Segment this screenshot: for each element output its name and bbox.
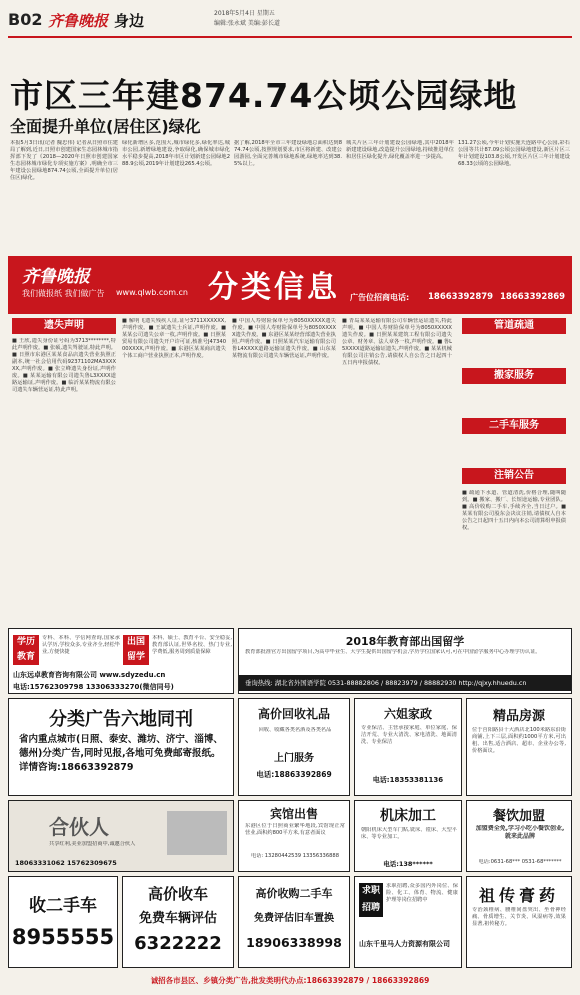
buy-car-phone: 6322222 bbox=[134, 933, 222, 954]
brand-logo: 齐鲁晚报 bbox=[48, 12, 109, 30]
hotel-phone: 电话: 13280442539 13356336888 bbox=[250, 853, 340, 859]
buy-car2-ad bbox=[238, 876, 350, 968]
buy-car2-phone: 18906338998 bbox=[246, 935, 342, 950]
page-number: B02 bbox=[8, 10, 43, 29]
partner-ad bbox=[8, 800, 234, 872]
study-left-text: 专科、本科、学信网查询,国家承认学历,学校众多,专业齐全,轻松毕业,方便快捷 bbox=[42, 635, 120, 655]
six-city-title: 分类广告六地同刊 bbox=[49, 709, 193, 730]
lost-notice-text: ■ 王欣,遗失身份证号码为3713********,特此声明作废。■ 张硕,遗失驾驶证,特此声明。■ 日照市东港区某某食品店遗失营业执照正副本,统一社会信用代码92371102MA3XXXXX,声明作废。■ 张立峰遗失身份证,声明作废。■ 某某运输有限公司遗失鲁L3XXXX道路运输证,声明作废。■ 临沂某某物流有限公司遗失车辆营运证,特此声明。 bbox=[12, 338, 116, 393]
food-text: 加盟费全免,学习小吃小餐饮创业,就来此品牌 bbox=[475, 825, 565, 840]
job-tag bbox=[359, 883, 383, 917]
masthead-rule bbox=[8, 36, 572, 38]
tcm-ad bbox=[466, 876, 572, 968]
used-car-ad bbox=[8, 876, 118, 968]
job-ad bbox=[354, 876, 462, 968]
hotel-text: 东港区位于日照商业繁华地段,宾馆现正常营业,面积约800平方米,有意者面议 bbox=[245, 823, 345, 836]
headline: 市区三年建874.74公顷公园绿地 bbox=[10, 76, 518, 115]
house-ad bbox=[466, 698, 572, 796]
abroad-phone: 垂询热线: 湖北省外国语学院 0531-88882806 / 88823979 / 88882930 bbox=[245, 679, 457, 687]
subheadline: 全面提升单位(居住区)绿化 bbox=[10, 117, 201, 136]
partner-phone: 18063331062 15762309675 bbox=[15, 859, 117, 867]
partner-text: 共享红利,美业加盟招商中,诚邀合伙人 bbox=[49, 841, 136, 847]
article-col-2: 绿化新增区多,范围大,城市绿化多,绿化率达,城市公园,新增绿地建设,争取绿化,确保城市绿化水平稳步提高,2018年市区计划新建公园绿地288.9公顷,2019年计划建设265.4公顷。 bbox=[122, 140, 230, 167]
article-col-1: 本报5月3日讯(记者 隗忠伟) 记者从日照市住建局了解到,近日,日照市创建国家生态园林城市指挥部下发了《2018—2020年日照市创建国家生态园林城市绿化专项实施方案》,明确全市三年建设公园绿地874.74公顷,全面提升单位(居住区)绿化。 bbox=[10, 140, 118, 181]
band-slogan: 我们做报纸 我们做广告 bbox=[22, 289, 105, 298]
housekeeping-phone: 电话:18353381136 bbox=[372, 776, 444, 784]
abroad-text: 教育部批准官方出国留学项目,为高中毕业生、大学生提供出国留学机会,学历学位国家认可,可在中国留学服务中心办理学历认证。 bbox=[245, 649, 541, 655]
lathe-title: 机床加工 bbox=[380, 808, 436, 824]
gift-recycle-phone: 电话:18863392869 bbox=[256, 770, 332, 779]
hotel-ad bbox=[238, 800, 350, 872]
lost-notice-title: 遗失声明 bbox=[12, 318, 116, 334]
study-phone: 电话:15762309798 13306333270(微信同号) bbox=[13, 683, 174, 691]
partner-brand: 合伙人 bbox=[49, 815, 109, 839]
tcm-text: 专治颈椎病、腰椎间盘突出、坐骨神经痛、骨质增生、关节炎、风湿病等,效果显著,祖传秘方。 bbox=[472, 907, 566, 927]
six-city-ad bbox=[8, 698, 234, 796]
buy-car2-title: 高价收购二手车 bbox=[255, 887, 333, 900]
study-org: 山东远卓教育咨询有限公司 bbox=[13, 671, 97, 679]
band-phone-1: 18663392879 bbox=[428, 292, 494, 302]
band-website: www.qlwb.com.cn bbox=[116, 288, 188, 297]
buy-car-subtitle: 免费车辆评估 bbox=[138, 911, 217, 926]
food-ad bbox=[466, 800, 572, 872]
buy-car2-subtitle: 免费评估旧车置换 bbox=[254, 913, 334, 924]
job-tag-2: 招聘 bbox=[361, 903, 380, 913]
lathe-phone: 电话:138****** bbox=[383, 860, 433, 868]
classified-band bbox=[8, 256, 572, 314]
abroad-web: http://qjxy.hhuedu.cn bbox=[458, 679, 527, 687]
band-phone-2: 18663392869 bbox=[500, 292, 566, 302]
article-col-4: 城关片区三年计划建设公园绿地,其中2018年新建建设绿地,改造提升公园绿地,持续推进单位和居住区绿化提升,绿化覆盖率进一步提高。 bbox=[346, 140, 454, 160]
lathe-text: 朝阳机床大型车门贴,铣床、镗床、大型平床、等专业加工。 bbox=[361, 827, 457, 840]
job-org: 山东千里马人力资源有限公司 bbox=[359, 940, 450, 948]
used-car-title: 收二手车 bbox=[29, 896, 97, 916]
gift-recycle-service: 上门服务 bbox=[274, 753, 314, 764]
study-ad bbox=[8, 628, 234, 694]
footer-line: 诚招各市县区、乡镇分类广告,批发类明代办点:18663392879 / 18663392869 bbox=[150, 976, 430, 985]
buy-car-title: 高价收车 bbox=[147, 885, 208, 903]
editors: 编辑:张永斌 美编:彭长道 bbox=[214, 20, 280, 27]
abroad-title: 2018年教育部出国留学 bbox=[345, 635, 465, 648]
six-city-text: 省内重点城市(日照、泰安、潍坊、济宁、淄博、德州)分类广告,同时见报,各地可免费邮寄报纸。详情咨询:18663392879 bbox=[19, 734, 223, 773]
band-hotline-label: 广告位招商电话: bbox=[350, 293, 410, 302]
house-title: 精品房源 bbox=[492, 709, 545, 724]
section-name: 身边 bbox=[114, 12, 145, 30]
band-title: 分类信息 bbox=[208, 270, 340, 305]
tcm-title: 祖传膏药 bbox=[478, 886, 559, 905]
service-pipe-title: 管道疏通 bbox=[462, 318, 566, 334]
notice-col-2: ■ 解明飞遗失残疾人证,证号3711XXXXXX,声明作废。■ 王斌遗失士兵证,声明作废。■ 某某公司遗失公章一枚,声明作废。■ 日照某贸易有限公司遗失开户许可证,核准号J4734000XXXX,声明作废。■ 东港区某某商店遗失个体工商户营业执照正本,声明作废。 bbox=[122, 318, 226, 359]
notice-col-3: ■ 中国人寿财险保单号为8050XXXXX遗失作废。■ 中国人寿财险保单号为8050XXXXX遗失作废。■ 东港区某某经营部遗失营业执照,声明作废。■ 日照某某汽车运输有限公司鲁L4XXXX道路运输证遗失作废。■ 山东某某物流有限公司遗失车辆营运证,声明作废。 bbox=[232, 318, 336, 359]
service-moving-title: 搬家服务 bbox=[462, 368, 566, 384]
study-web: www.sdyzedu.cn bbox=[99, 671, 166, 679]
study-right-text: 本科、硕士、教育平台、安全稳妥,教育部认证,世界名校、热门专业,学费低,服务周到质量保障 bbox=[152, 635, 232, 655]
gift-recycle-ad bbox=[238, 698, 350, 796]
food-phone: 电话:0631-68*** 0531-68******* bbox=[478, 859, 562, 865]
house-text: 位于莒阳路县十大酒店北100米路东沿街商铺,上下三层,面积约1000平方米,可出租、出售,适合酒店、超市、企业办公等,价格面议。 bbox=[472, 727, 566, 754]
study-right-tag-1: 出国 bbox=[126, 637, 145, 647]
gift-recycle-text: 回收、收藏各类名酒及各类名品 bbox=[258, 727, 332, 733]
article-col-5: 131.27公顷,今年计划实施天连路中心公园,彩石公园等共计87.09公顷公园绿地建设,新区片区三年计划建设103.8公顷,开发区片区三年计划建设68.33公顷的公园绿地。 bbox=[458, 140, 570, 167]
services-text: ■ 疏通下水道、管道清洗,价格合理,随叫随到。■ 搬家、搬厂、长短途运输,专业团队。■ 高价收购二手车,手续齐全,当日过户。■ 某某有限公司股东会决议注销,请债权人自本公告之日起四十五日内向本公司清算组申报债权。 bbox=[462, 490, 566, 531]
buy-car-ad bbox=[122, 876, 234, 968]
job-text: 求职招聘,众多国内外岗位、保险、化工、体育、物流、健康护理等岗位招聘中 bbox=[386, 883, 458, 903]
study-right-tag-2: 留学 bbox=[126, 652, 145, 662]
service-usedcar-title: 二手车服务 bbox=[462, 418, 566, 434]
masthead bbox=[8, 8, 572, 36]
band-brand: 齐鲁晚报 bbox=[22, 267, 90, 287]
job-tag-1: 求职 bbox=[361, 886, 380, 896]
abroad-ad bbox=[238, 628, 572, 694]
used-car-phone: 8955555 bbox=[11, 925, 115, 949]
notice-col-4: ■ 青岛某某运输有限公司车辆营运证遗失,特此声明。■ 中国人寿财险保单号为8050XXXXX遗失作废。■ 日照某某建筑工程有限公司遗失公章、财务章、法人章各一枚,声明作废。■ 鲁L5XXXX道路运输证遗失,声明作废。■ 某某机械有限公司注销公告,请债权人自公告之日起四十五日内申报债权。 bbox=[342, 318, 452, 366]
article-col-3: 据了解,2018年全市三年建设绿地总面积达到874.74公顷,按照规划要求,市区将新建、改建公园游园,全面完善城市绿地系统,绿地率达到38.5%以上。 bbox=[234, 140, 342, 167]
service-cancel-title: 注销公告 bbox=[462, 468, 566, 484]
study-left-tag-1: 学历 bbox=[16, 637, 35, 647]
gift-recycle-title: 高价回收礼品 bbox=[257, 707, 330, 721]
study-left-tag-2: 教育 bbox=[16, 652, 35, 662]
product-image bbox=[167, 811, 227, 855]
hotel-title: 宾馆出售 bbox=[269, 807, 318, 821]
lathe-ad bbox=[354, 800, 462, 872]
study-right-tag bbox=[123, 635, 149, 665]
study-left-tag bbox=[13, 635, 39, 665]
housekeeping-title: 六姐家政 bbox=[383, 707, 432, 721]
housekeeping-ad bbox=[354, 698, 462, 796]
housekeeping-text: 专业保洁、主营承接家庭、单位家庭、保洁开荒、专业大清洗、家电清洗、地面清洗、专业保洁 bbox=[361, 725, 457, 745]
issue-date: 2018年5月4日 星期五 bbox=[214, 10, 275, 17]
food-title: 餐饮加盟 bbox=[492, 809, 545, 824]
